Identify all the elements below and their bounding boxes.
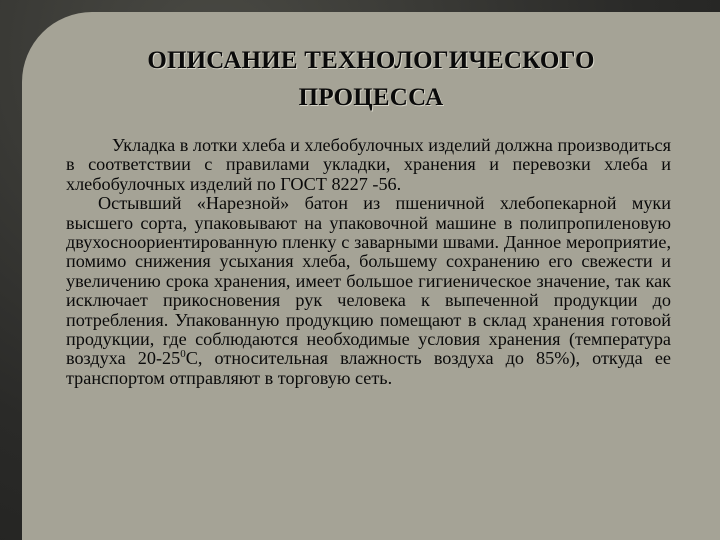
paragraph-2 — [66, 194, 671, 388]
title-line-1: ОПИСАНИЕ ТЕХНОЛОГИЧЕСКОГО — [147, 47, 595, 74]
title-line-2: ПРОЦЕССА — [298, 84, 444, 111]
paragraph-2-text-end: С, относительная влажность воздуха до 85%), откуда ее транспортом отправляют в торговую сеть. — [66, 348, 672, 388]
slide-body — [66, 136, 671, 388]
paragraph-1: Укладка в лотки хлеба и хлебобулочных изделий должна производиться в соответствии с правилами укладки, хранения и перевозки хлеба и хлебобулочных изделий по ГОСТ 8227 -56. — [66, 135, 671, 194]
slide-panel — [22, 12, 720, 540]
paragraph-2-text: Остывший «Нарезной» батон из пшеничной хлебопекарной муки высшего сорта, упаковывают на упаковочной машине в полипропиленовую двухосноориентированную пленку с заварными швами. Данное мероприятие, помимо снижения усыхания хлеба, большему сохранению его свежести и увеличению срока хранения, имеет большое гигиеническое значение, так как исключает прикосновения рук человека к выпеченной продукции до потребления. Упакованную продукцию помещают в склад хранения готовой продукции, где соблюдаются необходимые условия хранения (температура воздуха 20-25 — [66, 193, 671, 369]
slide-title — [22, 42, 720, 116]
degree-superscript: 0 — [180, 348, 186, 361]
